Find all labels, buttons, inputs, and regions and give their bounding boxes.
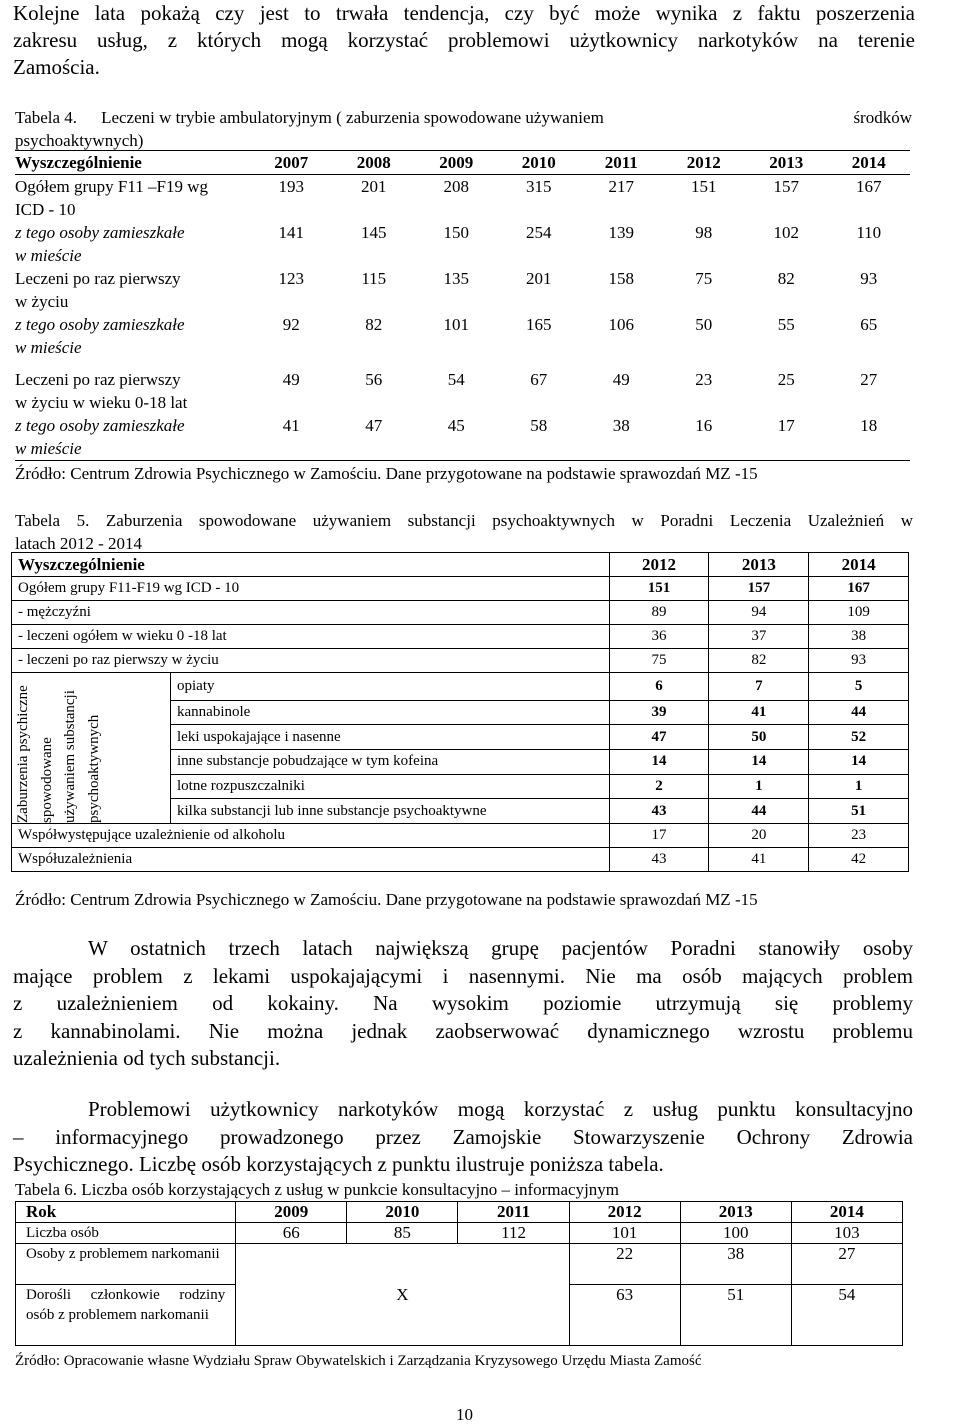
table6-cell: 101	[569, 1223, 680, 1244]
table6-header-year: 2010	[347, 1202, 458, 1223]
table5-cell: 1	[809, 774, 909, 799]
table4-row-label-line: w życiu w wieku 0-18 lat	[15, 393, 188, 412]
table4-row	[15, 313, 910, 359]
table6-cell: 85	[347, 1223, 458, 1244]
table5	[11, 552, 909, 872]
table4-header-year: 2014	[828, 151, 911, 175]
table5-group-row-label: inne substancje pobudzające w tym kofeina	[171, 750, 610, 775]
table5-group-row-label: kannabinole	[171, 700, 610, 725]
table6-cell: 54	[791, 1285, 902, 1346]
table4-cell: 55	[777, 315, 795, 334]
table4-cell: 158	[608, 269, 634, 288]
table5-cell: 52	[809, 725, 909, 750]
table4-cell: 56	[365, 370, 383, 389]
table5-caption-2: latach 2012 - 2014	[15, 534, 142, 553]
table4-cell: 165	[526, 315, 552, 334]
table5-row-label: Współuzależnienia	[12, 848, 610, 872]
table5-cell: 43	[609, 799, 709, 824]
table4-cell: 27	[860, 370, 878, 389]
paragraph-2-line: Psychicznego. Liczbę osób korzystających z punktu ilustruje poniższa tabela.	[13, 1152, 664, 1176]
table5-header-label: Wyszczególnienie	[12, 553, 610, 577]
table5-cell: 41	[709, 700, 809, 725]
table6-header-year: 2012	[569, 1202, 680, 1223]
table6-x-cell: X	[236, 1244, 569, 1346]
table4-row-label	[15, 175, 250, 222]
page-number: 10	[456, 1405, 473, 1424]
table4-row	[15, 368, 910, 414]
table5-cell: 44	[809, 700, 909, 725]
table4-cell: 254	[526, 223, 552, 242]
table4-header-row	[15, 151, 910, 175]
table4-cell: 17	[777, 416, 795, 435]
table6	[15, 1201, 903, 1346]
table4-caption-2: psychoaktywnych)	[15, 131, 144, 150]
table4-row-label-line: Leczeni po raz pierwszy	[15, 370, 181, 389]
table5-header-row	[12, 553, 909, 577]
table4-cell: 38	[612, 416, 630, 435]
table4-spacer-cell	[15, 359, 910, 368]
table6-cell: 51	[680, 1285, 791, 1346]
paragraph-2-line: Problemowi użytkownicy narkotyków mogą korzystać z usług punktu konsultacyjno	[88, 1097, 913, 1121]
table5-cell: 37	[709, 625, 809, 649]
table4-row-label-line: Leczeni po raz pierwszy	[15, 269, 181, 288]
table6-cell: 38	[680, 1244, 791, 1285]
table6-row	[16, 1244, 903, 1285]
table6-caption: Tabela 6. Liczba osób korzystających z usług w punkcie konsultacyjno – informacyjnym	[15, 1180, 620, 1199]
table5-row	[12, 824, 909, 848]
table4-row	[15, 175, 910, 222]
table5-cell: 6	[609, 673, 709, 701]
table5-cell: 2	[609, 774, 709, 799]
table5-source: Źródło: Centrum Zdrowia Psychicznego w Zamościu. Dane przygotowane na podstawie sprawozdań MZ -15	[15, 890, 758, 909]
table4-cell: 201	[361, 177, 387, 196]
table4-cell: 25	[777, 370, 795, 389]
table4-cell: 45	[447, 416, 465, 435]
table5-cell: 167	[809, 577, 909, 601]
table4-bottom-rule	[15, 461, 910, 462]
table5-caption-1: Tabela 5. Zaburzenia spowodowane używaniem substancji psychoaktywnych w Poradni Leczenia Uzależnień w	[15, 511, 913, 530]
paragraph-2	[13, 1096, 913, 1179]
table4	[15, 150, 910, 461]
table4-header-year: 2012	[663, 151, 746, 175]
table5-cell: 94	[709, 601, 809, 625]
table4-row-label-line: z tego osoby zamieszkałe	[15, 416, 185, 435]
table4-cell: 18	[860, 416, 878, 435]
table5-cell: 39	[609, 700, 709, 725]
intro-line-3: Zamościa.	[13, 55, 100, 79]
table4-cell: 141	[278, 223, 304, 242]
table5-cell: 93	[809, 649, 909, 673]
table4-cell: 101	[443, 315, 469, 334]
table5-cell: 1	[709, 774, 809, 799]
table4-header-year: 2011	[580, 151, 663, 175]
table4-source: Źródło: Centrum Zdrowia Psychicznego w Zamościu. Dane przygotowane na podstawie sprawozdań MZ -15	[15, 464, 758, 483]
table6-header-year: 2014	[791, 1202, 902, 1223]
table6-header-year: 2013	[680, 1202, 791, 1223]
table5-cell: 14	[709, 750, 809, 775]
table4-cell: 67	[530, 370, 548, 389]
table5-group-row-label: lotne rozpuszczalniki	[171, 774, 610, 799]
table4-cell: 145	[361, 223, 387, 242]
table4-caption-c: środków	[853, 108, 912, 127]
paragraph-1-line: z uzależnieniem od kokainy. Na wysokim poziomie utrzymują się problemy	[13, 991, 913, 1015]
table4-cell: 201	[526, 269, 552, 288]
table5-cell: 47	[609, 725, 709, 750]
table5-cell: 157	[709, 577, 809, 601]
table5-row	[12, 848, 909, 872]
table4-cell: 58	[530, 416, 548, 435]
table4-cell: 150	[443, 223, 469, 242]
table5-cell: 7	[709, 673, 809, 701]
paragraph-1	[13, 935, 913, 1073]
table4-cell: 82	[365, 315, 383, 334]
table4-row-label	[15, 267, 250, 313]
table4-cell: 102	[773, 223, 799, 242]
table4-cell: 106	[608, 315, 634, 334]
table5-row	[12, 577, 909, 601]
table4-cell: 135	[443, 269, 469, 288]
table4-cell: 151	[691, 177, 717, 196]
table5-cell: 14	[809, 750, 909, 775]
table5-cell: 75	[609, 649, 709, 673]
table5-row	[12, 601, 909, 625]
table4-row	[15, 414, 910, 461]
table4-row-label-line: z tego osoby zamieszkałe	[15, 223, 185, 242]
table4-cell: 16	[695, 416, 713, 435]
table6-cell: 112	[458, 1223, 569, 1244]
table5-cell: 36	[609, 625, 709, 649]
table6-row	[16, 1223, 903, 1244]
table4-cell: 41	[282, 416, 300, 435]
table5-cell: 5	[809, 673, 909, 701]
table5-cell: 20	[709, 824, 809, 848]
table4-row	[15, 221, 910, 267]
table6-cell: 27	[791, 1244, 902, 1285]
table4-cell: 115	[361, 269, 387, 288]
table4-header-year: 2007	[250, 151, 333, 175]
table5-row-label: - leczeni ogółem w wieku 0 -18 lat	[12, 625, 610, 649]
table5-cell: 42	[809, 848, 909, 872]
table5-cell: 41	[709, 848, 809, 872]
table5-row	[12, 625, 909, 649]
intro-line-2: zakresu usług, z których mogą korzystać problemowi użytkownicy narkotyków na terenie	[13, 28, 915, 52]
table4-cell: 54	[447, 370, 465, 389]
table5-cell: 50	[709, 725, 809, 750]
table6-cell: 66	[236, 1223, 347, 1244]
table6-row-label: Osoby z problemem narkomanii	[16, 1244, 236, 1285]
intro-line-1: Kolejne lata pokażą czy jest to trwała tendencja, czy być może wynika z faktu poszerzenia	[13, 1, 915, 25]
table5-cell: 109	[809, 601, 909, 625]
table5-cell: 89	[609, 601, 709, 625]
table4-cell: 92	[282, 315, 300, 334]
table5-group-label-cell	[12, 673, 171, 824]
table5-cell: 17	[609, 824, 709, 848]
table4-row-label	[15, 368, 250, 414]
table4-row-label-line: ICD - 10	[15, 200, 76, 219]
table4-cell: 193	[278, 177, 304, 196]
table5-cell: 51	[809, 799, 909, 824]
table6-cell: 22	[569, 1244, 680, 1285]
table4-cell: 217	[608, 177, 634, 196]
table6-cell: 100	[680, 1223, 791, 1244]
table4-header-year: 2010	[498, 151, 581, 175]
table4-caption-a: Tabela 4.	[15, 108, 78, 127]
table6-cell: 63	[569, 1285, 680, 1346]
table5-cell: 151	[609, 577, 709, 601]
table5-header-year: 2013	[709, 553, 809, 577]
table5-cell: 44	[709, 799, 809, 824]
table4-row-label-line: w życiu	[15, 292, 69, 311]
table4-cell: 23	[695, 370, 713, 389]
table4-row-label	[15, 221, 250, 267]
table4-caption	[15, 106, 912, 129]
table4-cell: 50	[695, 315, 713, 334]
table5-header-year: 2014	[809, 553, 909, 577]
table4-row-label	[15, 313, 250, 359]
table4-cell: 75	[695, 269, 713, 288]
table5-cell: 38	[809, 625, 909, 649]
table4-cell: 65	[860, 315, 878, 334]
table5-row-label: - mężczyźni	[12, 601, 610, 625]
table4-bottom-rule-cell	[15, 461, 910, 462]
table4-header-label: Wyszczególnienie	[15, 151, 250, 175]
table4-cell: 49	[282, 370, 300, 389]
paragraph-1-line: mające problem z lekami uspokajającymi i nasennymi. Nie ma osób mających problem	[13, 963, 913, 988]
table4-header-year: 2008	[333, 151, 416, 175]
table6-header-year: 2011	[458, 1202, 569, 1223]
table6-row-label: Dorośli członkowie rodziny osób z problemem narkomanii	[16, 1285, 236, 1346]
table6-header-row	[16, 1202, 903, 1223]
table4-spacer	[15, 359, 910, 368]
table4-row-label-line: w mieście	[15, 338, 82, 357]
table4-cell: 47	[365, 416, 383, 435]
table5-group-label: Zaburzenia psychiczne spowodowane używaniem substancji psychoaktywnych	[15, 685, 102, 823]
paragraph-1-line: W ostatnich trzech latach największą grupę pacjentów Poradni stanowiły osoby	[88, 936, 913, 960]
paragraph-2-line: – informacyjnego prowadzonego przez Zamojskie Stowarzyszenie Ochrony Zdrowia	[13, 1124, 913, 1149]
table5-row-label: - leczeni po raz pierwszy w życiu	[12, 649, 610, 673]
table4-cell: 93	[860, 269, 878, 288]
table6-source: Źródło: Opracowanie własne Wydziału Spraw Obywatelskich i Zarządzania Kryzysowego Urzędu Miasta Zamość	[15, 1353, 702, 1369]
table5-group-row-label: opiaty	[171, 673, 610, 701]
table4-row	[15, 267, 910, 313]
table4-cell: 315	[526, 177, 552, 196]
table4-row-label-line: z tego osoby zamieszkałe	[15, 315, 185, 334]
table4-cell: 49	[612, 370, 630, 389]
table4-header-year: 2013	[745, 151, 828, 175]
table4-cell: 208	[443, 177, 469, 196]
table6-cell: 103	[791, 1223, 902, 1244]
table5-group-label-wrap	[12, 673, 170, 823]
table5-group-row-label: kilka substancji lub inne substancje psychoaktywne	[171, 799, 610, 824]
table5-cell: 82	[709, 649, 809, 673]
table4-row-label-line: w mieście	[15, 246, 82, 265]
table4-cell: 82	[777, 269, 795, 288]
table4-cell: 110	[856, 223, 882, 242]
table4-cell: 167	[856, 177, 882, 196]
table5-cell: 23	[809, 824, 909, 848]
table4-row-label-line: w mieście	[15, 439, 82, 458]
table5-row-label: Współwystępujące uzależnienie od alkoholu	[12, 824, 610, 848]
table4-cell: 157	[773, 177, 799, 196]
table4-cell: 98	[695, 223, 713, 242]
table5-header-year: 2012	[609, 553, 709, 577]
table4-row-label	[15, 414, 250, 461]
table4-row-label-line: Ogółem grupy F11 –F19 wg	[15, 177, 208, 196]
table5-group-row-label: leki uspokajające i nasenne	[171, 725, 610, 750]
paragraph-1-line: z kannabinolami. Nie można jednak zaobserwować dynamicznego wzrostu problemu	[13, 1018, 913, 1043]
paragraph-1-line: uzależnienia od tych substancji.	[13, 1046, 281, 1070]
table4-caption-b: Leczeni w trybie ambulatoryjnym ( zaburzenia spowodowane używaniem	[101, 108, 604, 127]
table5-cell: 14	[609, 750, 709, 775]
table5-row	[12, 649, 909, 673]
table6-header-label: Rok	[16, 1202, 236, 1223]
table5-group-row	[12, 673, 909, 701]
table4-cell: 139	[608, 223, 634, 242]
table5-cell: 43	[609, 848, 709, 872]
table6-row-label: Liczba osób	[16, 1223, 236, 1244]
table5-row-label: Ogółem grupy F11-F19 wg ICD - 10	[12, 577, 610, 601]
table4-cell: 123	[278, 269, 304, 288]
table4-header-year: 2009	[415, 151, 498, 175]
table6-header-year: 2009	[236, 1202, 347, 1223]
